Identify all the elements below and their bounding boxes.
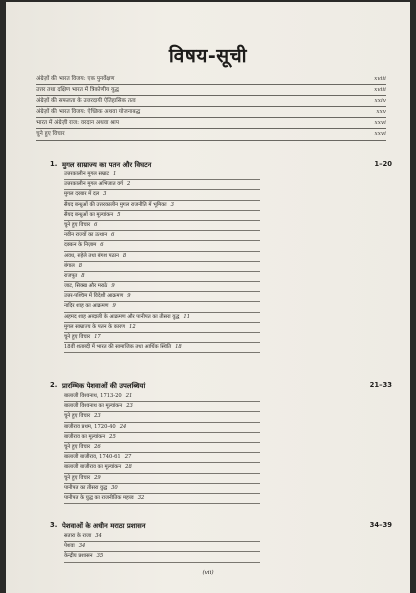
chapter-title: मुगल साम्राज्य का पतन और विघटन [62,161,152,169]
toc-item [64,241,260,251]
chapter-3-items [64,532,260,563]
toc-item-text: उत्तर-पश्चिम में विदेशी आक्रमण [64,293,124,300]
intro-text: अंग्रेज़ों की भारत विजय: ऐच्छिक अथवा योजनाबद्ध [36,109,141,116]
toc-item [64,272,260,282]
toc-item [64,443,260,453]
toc-item-text: जाट, सिक्ख और मराठे [64,283,108,290]
toc-item-text: केन्द्रीय प्रशासन [64,553,93,560]
intro-page: xviii [374,87,386,94]
toc-item-text: नादिर शाह का आक्रमण [64,303,109,310]
intro-section [36,74,386,141]
toc-item-page: 26 [94,443,101,450]
intro-row [36,74,386,85]
toc-item [64,463,260,473]
toc-item-page: 8 [81,272,85,279]
toc-item-page: 23 [126,403,133,410]
toc-item-page: 6 [111,232,115,239]
intro-row [36,85,386,96]
toc-item-text: राजपूत [64,272,78,279]
intro-row [36,107,386,118]
toc-item [64,211,260,221]
toc-item [64,180,260,190]
intro-text: भारत में अंग्रेज़ी राज: वरदान अथवा श्राप [36,120,119,127]
intro-text: अंग्रेज़ों की भारत विजय: एक पुनर्वेक्षण [36,76,115,82]
toc-item-text: उत्तरकालीन मुगल अभिजात वर्ग [64,181,124,188]
toc-item-page: 6 [94,221,98,228]
toc-item [64,190,260,200]
toc-item-text: सैयद बन्धुओं की उत्तरकालीन मुगल राजनीति में भूमिका [64,201,167,208]
toc-item-text: चुने हुए विचार [64,474,91,481]
toc-item-page: 9 [111,283,115,290]
toc-item [64,292,260,302]
toc-item-text: बालाजी बाजीराव, 1740-61 [64,454,121,461]
toc-item-text: सतारा के राजा [64,533,92,539]
page-number-footer: (vii) [202,570,214,576]
toc-item-text: उत्तरकालीन मुगल सम्राट [64,171,110,177]
intro-page: xxiv [374,98,386,105]
toc-item-page: 30 [111,484,118,491]
toc-item [64,201,260,211]
toc-item-page: 23 [94,413,101,420]
intro-text: अंग्रेज़ों की सफलता के उत्तरदायी ऐतिहासिक तत्व [36,98,136,105]
toc-item [64,302,260,312]
toc-item-page: 28 [125,464,132,471]
toc-item-page: 2 [127,181,131,188]
toc-item [64,392,260,402]
toc-item-text: पेशवा [64,543,75,550]
toc-item [64,282,260,292]
toc-item-text: बालाजी विश्वनाथ, 1713-20 [64,393,122,399]
toc-item [64,402,260,412]
intro-text: चुने हुए विचार [36,131,65,138]
toc-item-text: पानीपत के युद्ध का राजनीतिक महत्त्व [64,494,134,501]
toc-item-page: 9 [112,303,116,310]
toc-item-page: 35 [96,553,104,560]
chapter-number: 2. [50,381,58,389]
toc-item-text: चुने हुए विचार [64,413,91,420]
toc-item-text: बाजीराव प्रथम, 1720-40 [64,423,116,430]
toc-item [64,343,260,353]
toc-item-page: 18 [175,344,182,351]
toc-item [64,474,260,484]
toc-item-text: अवध, रुहेले तथा बंगश पठान [64,252,119,259]
chapter-page-range: 34–39 [369,521,392,529]
chapter-page-range: 1–20 [374,160,392,168]
toc-item-page: 1 [113,171,117,177]
toc-item-text: बाजीराव का मूल्यांकन [64,433,106,440]
toc-item-page: 11 [183,313,191,320]
toc-item [64,433,260,443]
toc-item-page: 24 [119,423,127,430]
toc-item-page: 12 [129,323,136,330]
chapter-number: 3. [50,521,58,529]
toc-item-text: 18वीं शताब्दी में भारत की सामाजिक तथा आर्थिक स्थिति [64,344,172,351]
toc-item-page: 5 [117,211,121,218]
toc-item-text: चुने हुए विचार [64,334,91,340]
toc-item-text: नवीन राज्यों का उत्थान [64,232,108,239]
intro-row [36,118,386,129]
intro-page: xviii [374,76,386,82]
toc-item-text: बंगाल [64,262,75,269]
toc-item-page: 34 [95,533,102,539]
intro-row [36,96,386,107]
chapter-1-items [64,170,260,353]
toc-item [64,262,260,272]
toc-item-text: चुने हुए विचार [64,221,91,228]
toc-item-text: बालाजी विश्वनाथ का मूल्यांकन [64,403,123,410]
chapter-title: पेशवाओं के अधीन मराठा प्रशासन [62,522,146,530]
toc-item-page: 21 [125,393,133,399]
toc-item-text: बालाजी बाजीराव का मूल्यांकन [64,464,122,471]
toc-item-page: 9 [127,293,131,300]
toc-item-text: अहमद शाह अब्दाली के आक्रमण और पानीपत का तीसरा युद्ध [64,313,180,320]
toc-item [64,313,260,323]
toc-item [64,323,260,333]
toc-item-text: पानीपत का तीसरा युद्ध [64,484,108,491]
toc-item [64,412,260,422]
toc-item-text: सैयद बन्धुओं का मूल्यांकन [64,211,114,218]
toc-item [64,552,260,562]
toc-item [64,484,260,494]
toc-item-page: 17 [94,334,101,340]
toc-item-page: 8 [122,252,127,259]
toc-item-page: 27 [124,454,132,461]
chapter-title: प्रारम्भिक पेशवाओं की उपलब्धियां [62,382,146,390]
toc-item [64,221,260,231]
toc-item [64,423,260,433]
intro-page: xxv [376,109,386,116]
toc-item [64,231,260,241]
intro-row [36,129,386,140]
intro-page: xxvi [374,120,386,127]
toc-item-text: दक्कन के निज़ाम [64,242,97,249]
book-page [6,2,410,593]
toc-item-page: 8 [78,262,83,269]
intro-text: उत्तर तथा दक्षिण भारत में त्रिकोणीय युद्ध [36,87,119,94]
toc-item-page: 29 [94,474,101,481]
toc-item-text: मुगल साम्राज्य के पतन के कारण [64,323,126,330]
chapter-2-items [64,392,260,504]
toc-item-page: 25 [109,433,116,440]
toc-item [64,532,260,542]
toc-item [64,252,260,262]
toc-item-page: 3 [170,201,174,208]
toc-item-page: 3 [103,191,107,198]
toc-item-text: चुने हुए विचार [64,443,91,450]
toc-item [64,494,260,504]
intro-page: xxvi [374,131,386,138]
toc-item [64,333,260,343]
chapter-number: 1. [50,160,58,168]
toc-item [64,453,260,463]
toc-item-text: मुगल दरबार में दल [64,191,100,198]
toc-item-page: 6 [100,242,104,249]
toc-item [64,542,260,552]
toc-item [64,170,260,180]
chapter-page-range: 21–33 [369,381,392,389]
page-title: विषय-सूची [168,45,248,67]
toc-item-page: 32 [137,494,145,501]
toc-item-page: 34 [78,543,86,550]
